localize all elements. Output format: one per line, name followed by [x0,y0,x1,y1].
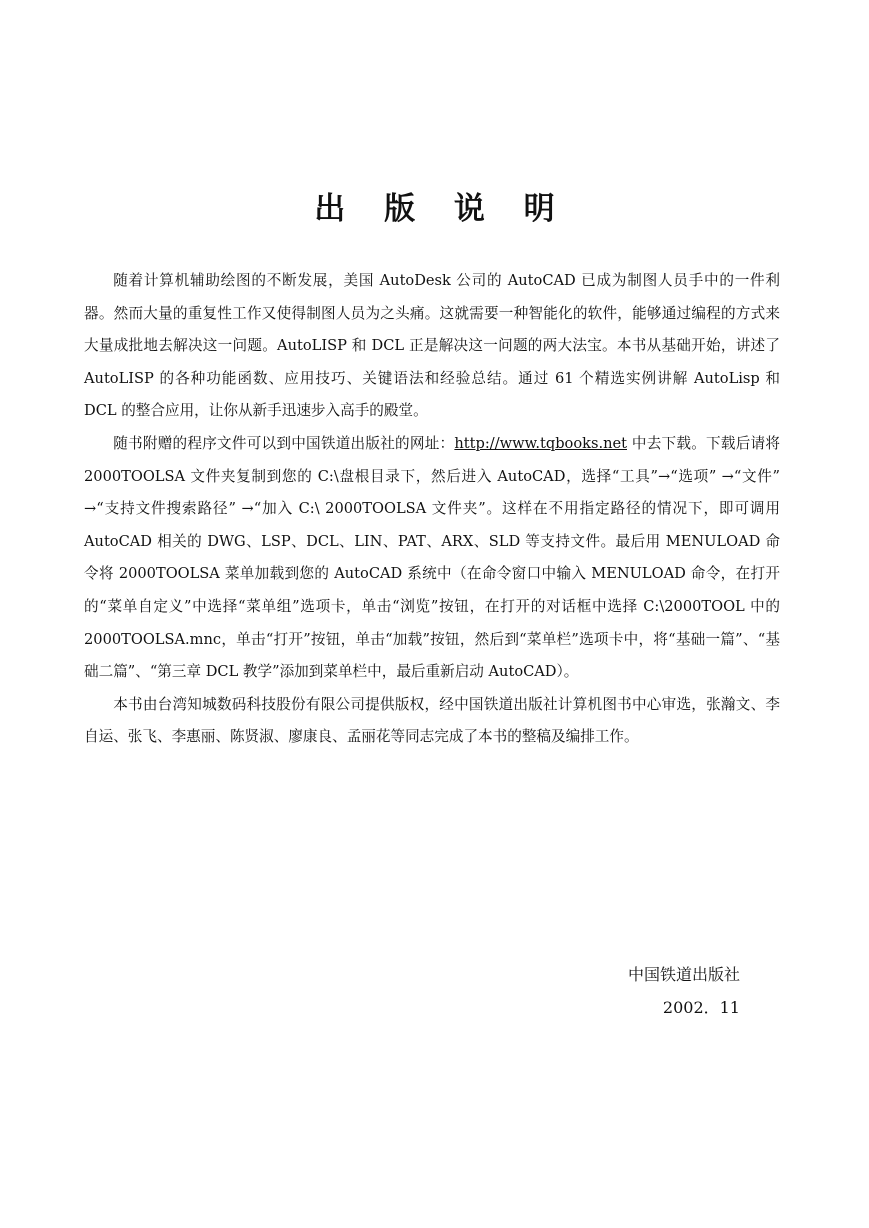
download-url-link[interactable]: http://www.tqbooks.net [454,434,627,452]
publisher-signature: 中国铁道出版社 [627,965,740,984]
publication-date: 2002．11 [662,998,740,1017]
body-text [84,265,780,754]
paragraph-credits: 本书由台湾知城数码科技股份有限公司提供版权，经中国铁道出版社计算机图书中心审选，张瀚文、李自运、张飞、李惠丽、陈贤淑、廖康良、孟丽花等同志完成了本书的整稿及编排工作。 [84,695,780,746]
download-text-before: 随书附赠的程序文件可以到中国铁道出版社的网址： [113,434,455,452]
download-text-after: 中去下载。下载后请将 2000TOOLSA 文件夹复制到您的 C:\盘根目录下，然后进入 AutoCAD，选择“工具”→“选项” →“文件” →“支持文件搜索路径” →“加入 C:\ 2000TOOLSA 文件夹”。这样在不用指定路径的情况下，即可调用 AutoCAD 相关的 DWG、LSP、DCL、LIN、PAT、ARX、SLD 等支持文件。最后用 MENULOAD 命令将 2000TOOLSA 菜单加载到您的 AutoCAD 系统中（在命令窗口中输入 MENULOAD 命令，在打开的“菜单自定义”中选择“菜单组”选项卡，单击“浏览”按钮，在打开的对话框中选择 C:\2000TOOL 中的 2000TOOLSA.mnc，单击“打开”按钮，单击“加载”按钮，然后到“菜单栏”选项卡中，将“基础一篇”、“基础二篇”、“第三章 DCL 教学”添加到菜单栏中，最后重新启动 AutoCAD）。 [84,434,780,681]
paragraph-intro: 随着计算机辅助绘图的不断发展，美国 AutoDesk 公司的 AutoCAD 已成为制图人员手中的一件利器。然而大量的重复性工作又使得制图人员为之头痛。这就需要一种智能化的软件，能够通过编程的方式来大量成批地去解决这一问题。AutoLISP 和 DCL 正是解决这一问题的两大法宝。本书从基础开始，讲述了 AutoLISP 的各种功能函数、应用技巧、关键语法和经验总结。通过 61 个精选实例讲解 AutoLisp 和 DCL 的整合应用，让你从新手迅速步入高手的殿堂。 [84,272,780,420]
page-title: 出 版 说 明 [314,190,569,227]
paragraph-download [84,428,780,689]
